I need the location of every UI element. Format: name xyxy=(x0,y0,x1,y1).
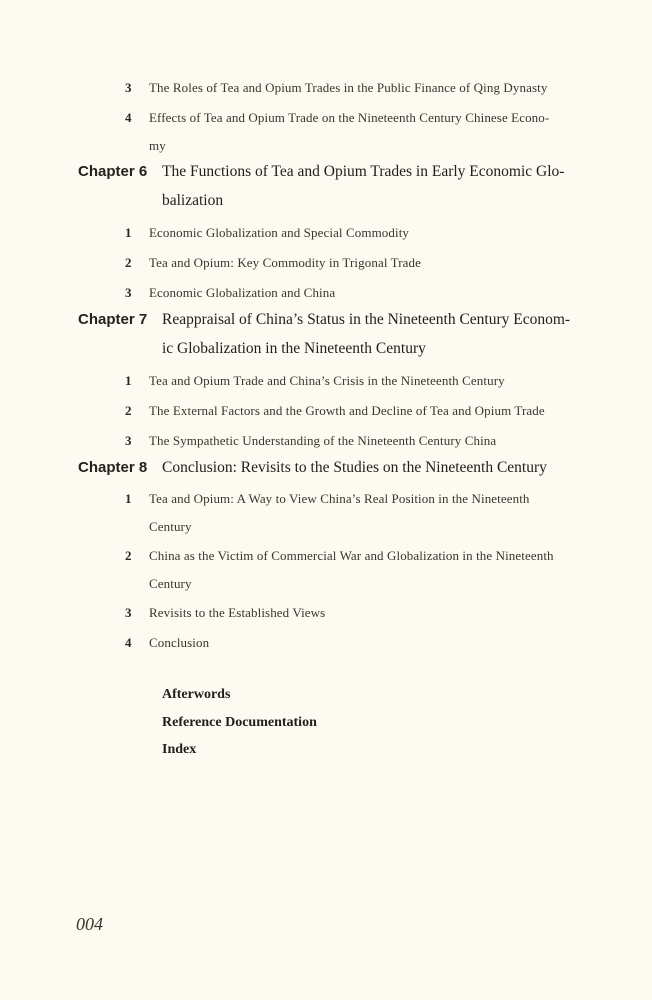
section-title: Conclusion xyxy=(149,635,210,650)
section-title: The Roles of Tea and Opium Trades in the Public Finance of Qing Dynasty xyxy=(149,80,548,95)
reference-documentation-entry: Reference Documentation xyxy=(162,715,317,730)
section-title: Economic Globalization and Special Commodity xyxy=(149,225,410,240)
chapter-label: Chapter 7 xyxy=(78,311,148,328)
section-number: 1 xyxy=(125,491,132,506)
index-entry: Index xyxy=(162,742,197,757)
chapter-title: Conclusion: Revisits to the Studies on the Nineteenth Century xyxy=(162,459,547,476)
section-title: Century xyxy=(149,519,192,534)
section-number: 3 xyxy=(125,285,132,300)
section-number: 2 xyxy=(125,403,132,418)
section-number: 3 xyxy=(125,80,132,95)
page-number: 004 xyxy=(76,914,103,934)
afterwords-entry: Afterwords xyxy=(162,687,231,702)
section-title: Century xyxy=(149,576,192,591)
chapter-label: Chapter 6 xyxy=(78,163,148,180)
section-number: 3 xyxy=(125,433,132,448)
section-number: 1 xyxy=(125,373,132,388)
section-number: 4 xyxy=(125,635,132,650)
section-title: Economic Globalization and China xyxy=(149,285,336,300)
section-title: Tea and Opium: A Way to View China’s Real Position in the Nineteenth xyxy=(149,491,530,506)
section-title: China as the Victim of Commercial War and Globalization in the Nineteenth xyxy=(149,548,554,563)
section-number: 4 xyxy=(125,110,132,125)
chapter-title: The Functions of Tea and Opium Trades in Early Economic Glo- xyxy=(162,163,565,180)
section-number: 1 xyxy=(125,225,132,240)
section-title: The External Factors and the Growth and Decline of Tea and Opium Trade xyxy=(149,403,545,418)
section-title: Tea and Opium: Key Commodity in Trigonal Trade xyxy=(149,255,421,270)
section-title: my xyxy=(149,138,166,153)
section-title: Effects of Tea and Opium Trade on the Nineteenth Century Chinese Econo- xyxy=(149,110,550,125)
section-number: 3 xyxy=(125,605,132,620)
section-title: Revisits to the Established Views xyxy=(149,605,326,620)
chapter-label: Chapter 8 xyxy=(78,459,148,476)
section-number: 2 xyxy=(125,548,132,563)
chapter-title: ic Globalization in the Nineteenth Century xyxy=(162,340,426,357)
chapter-title: Reappraisal of China’s Status in the Nineteenth Century Econom- xyxy=(162,311,571,328)
section-title: The Sympathetic Understanding of the Nineteenth Century China xyxy=(149,433,497,448)
section-number: 2 xyxy=(125,255,132,270)
section-title: Tea and Opium Trade and China’s Crisis in the Nineteenth Century xyxy=(149,373,505,388)
chapter-title: balization xyxy=(162,192,224,209)
